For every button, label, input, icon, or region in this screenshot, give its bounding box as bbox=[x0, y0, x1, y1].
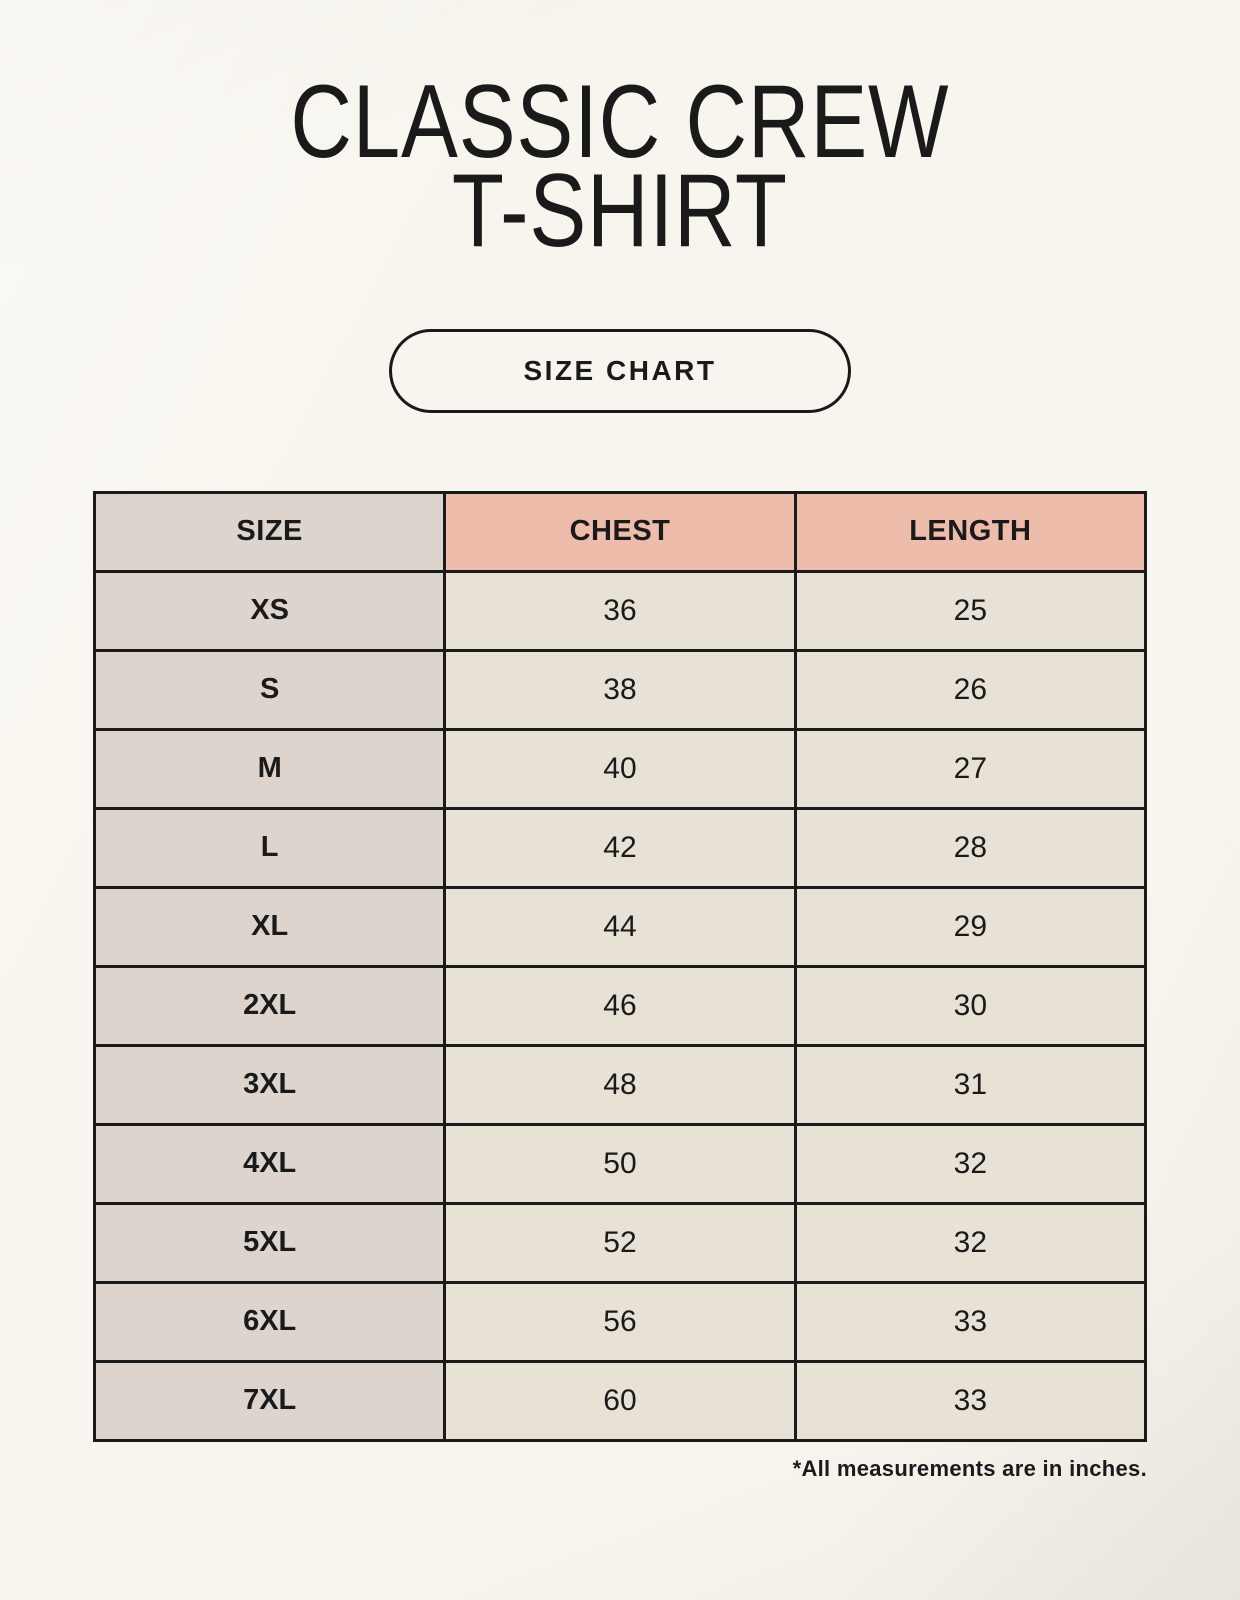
chest-value-cell: 56 bbox=[445, 1282, 795, 1361]
size-cell: M bbox=[95, 729, 445, 808]
table-row bbox=[95, 887, 1146, 966]
size-cell: S bbox=[95, 650, 445, 729]
table-row bbox=[95, 966, 1146, 1045]
chest-value-cell: 42 bbox=[445, 808, 795, 887]
page-title bbox=[290, 64, 950, 270]
chest-value-cell: 52 bbox=[445, 1203, 795, 1282]
length-value-cell: 28 bbox=[795, 808, 1145, 887]
length-value-cell: 27 bbox=[795, 729, 1145, 808]
length-value-cell: 26 bbox=[795, 650, 1145, 729]
table-row bbox=[95, 1124, 1146, 1203]
size-cell: 7XL bbox=[95, 1361, 445, 1440]
size-chart-badge bbox=[389, 329, 851, 413]
table-row bbox=[95, 808, 1146, 887]
table-row bbox=[95, 650, 1146, 729]
table-row bbox=[95, 729, 1146, 808]
length-value-cell: 29 bbox=[795, 887, 1145, 966]
table-row bbox=[95, 1203, 1146, 1282]
measurements-footnote: *All measurements are in inches. bbox=[792, 1455, 1147, 1481]
length-value-cell: 32 bbox=[795, 1124, 1145, 1203]
size-cell: XS bbox=[95, 571, 445, 650]
size-table-body bbox=[95, 571, 1146, 1440]
length-value-cell: 32 bbox=[795, 1203, 1145, 1282]
length-value-cell: 33 bbox=[795, 1282, 1145, 1361]
table-row bbox=[95, 1282, 1146, 1361]
chest-value-cell: 38 bbox=[445, 650, 795, 729]
column-header-chest: CHEST bbox=[445, 492, 795, 571]
chest-value-cell: 60 bbox=[445, 1361, 795, 1440]
length-value-cell: 31 bbox=[795, 1045, 1145, 1124]
size-chart-badge-label: SIZE CHART bbox=[523, 354, 717, 386]
chest-value-cell: 48 bbox=[445, 1045, 795, 1124]
column-header-length: LENGTH bbox=[795, 492, 1145, 571]
chest-value-cell: 40 bbox=[445, 729, 795, 808]
size-cell: XL bbox=[95, 887, 445, 966]
page-title-line2: T-SHIRT bbox=[452, 153, 788, 270]
size-table-header bbox=[95, 492, 1146, 571]
page-title-line1: CLASSIC CREW bbox=[290, 64, 950, 180]
size-cell: 6XL bbox=[95, 1282, 445, 1361]
table-row bbox=[95, 1045, 1146, 1124]
size-table bbox=[93, 491, 1147, 1442]
length-value-cell: 33 bbox=[795, 1361, 1145, 1440]
column-header-size: SIZE bbox=[95, 492, 445, 571]
chest-value-cell: 36 bbox=[445, 571, 795, 650]
size-cell: 5XL bbox=[95, 1203, 445, 1282]
chest-value-cell: 46 bbox=[445, 966, 795, 1045]
chest-value-cell: 50 bbox=[445, 1124, 795, 1203]
table-row bbox=[95, 571, 1146, 650]
header-row bbox=[95, 492, 1146, 571]
size-cell: L bbox=[95, 808, 445, 887]
table-row bbox=[95, 1361, 1146, 1440]
size-cell: 3XL bbox=[95, 1045, 445, 1124]
length-value-cell: 25 bbox=[795, 571, 1145, 650]
size-cell: 4XL bbox=[95, 1124, 445, 1203]
chest-value-cell: 44 bbox=[445, 887, 795, 966]
size-cell: 2XL bbox=[95, 966, 445, 1045]
length-value-cell: 30 bbox=[795, 966, 1145, 1045]
